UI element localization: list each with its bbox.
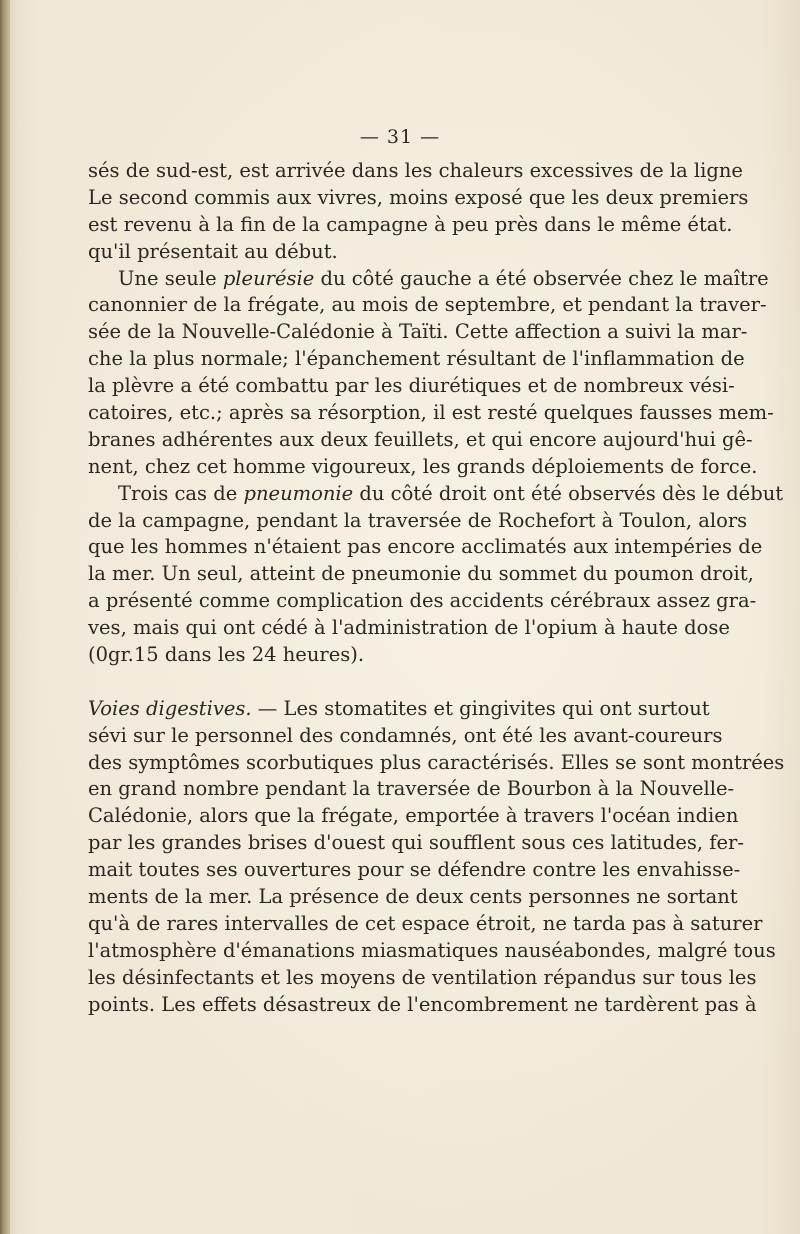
text-line: sée de la Nouvelle-Calédonie à Taïti. Cette affection a suivi la mar- (88, 320, 748, 344)
text-run: Trois cas de (118, 481, 244, 505)
text-line: sés de sud-est, est arrivée dans les chaleurs excessives de la ligne (88, 159, 743, 182)
page-number: — 31 — (359, 126, 441, 148)
text-line: l'atmosphère d'émanations miasmatiques nauséabondes, malgré tous (88, 938, 776, 962)
page-binding-edge (0, 0, 10, 1234)
text-run: du côté droit ont été observés dès le début (353, 481, 784, 505)
text-line: qu'il présentait au début. (88, 239, 338, 263)
text-line: que les hommes n'étaient pas encore acclimatés aux intempéries de (88, 535, 763, 559)
text-line: ments de la mer. La présence de deux cents personnes ne sortant (88, 885, 738, 909)
text-line: ves, mais qui ont cédé à l'administration de l'opium à haute dose (88, 616, 730, 640)
section-heading: Voies digestives. (88, 696, 252, 720)
body-text (88, 158, 785, 1019)
text-run: Une seule (118, 266, 223, 290)
text-line: points. Les effets désastreux de l'encombrement ne tardèrent pas à (88, 992, 757, 1016)
italic-term: pleurésie (222, 266, 315, 290)
italic-term: pneumonie (243, 481, 354, 505)
paragraph (88, 266, 774, 481)
text-line: a présenté comme complication des accidents cérébraux assez gra- (88, 589, 757, 613)
paragraph-gap (88, 669, 686, 696)
text-line: la mer. Un seul, atteint de pneumonie du sommet du poumon droit, (88, 562, 754, 586)
paragraph (88, 158, 749, 266)
text-line: Le second commis aux vivres, moins exposé que les deux premiers (88, 185, 749, 209)
text-line: Calédonie, alors que la frégate, emportée à travers l'océan indien (88, 804, 739, 828)
text-line: che la plus normale; l'épanchement résultant de l'inflammation de (88, 347, 745, 371)
text-run: du côté gauche a été observée chez le maître (314, 266, 769, 290)
text-run: — Les stomatites et gingivites qui ont surtout (251, 696, 710, 720)
text-line: en grand nombre pendant la traversée de Bourbon à la Nouvelle- (88, 777, 735, 801)
text-line: sévi sur le personnel des condamnés, ont été les avant-coureurs (88, 723, 723, 747)
text-line: (0gr.15 dans les 24 heures). (88, 643, 365, 667)
text-line: de la campagne, pendant la traversée de Rochefort à Toulon, alors (88, 508, 748, 532)
text-line: canonnier de la frégate, au mois de septembre, et pendant la traver- (88, 293, 767, 317)
text-line: les désinfectants et les moyens de ventilation répandus sur tous les (88, 965, 757, 989)
text-line: la plèvre a été combattu par les diurétiques et de nombreux vési- (88, 374, 735, 398)
text-line: branes adhérentes aux deux feuillets, et qui encore aujourd'hui gê- (88, 427, 753, 451)
text-line: est revenu à la fin de la campagne à peu près dans le même état. (88, 212, 733, 236)
text-line (88, 696, 710, 723)
text-line: des symptômes scorbutiques plus caractérisés. Elles se sont montrées (88, 750, 785, 774)
paragraph (88, 481, 784, 669)
text-line: mait toutes ses ouvertures pour se défendre contre les envahisse- (88, 858, 741, 882)
text-line (88, 481, 784, 508)
text-line (88, 266, 769, 293)
text-line: par les grandes brises d'ouest qui soufflent sous ces latitudes, fer- (88, 831, 744, 855)
paragraph (88, 696, 785, 1019)
text-line: qu'à de rares intervalles de cet espace étroit, ne tarda pas à saturer (88, 911, 763, 935)
text-line: catoires, etc.; après sa résorption, il est resté quelques fausses mem- (88, 401, 774, 425)
text-line: nent, chez cet homme vigoureux, les grands déploiements de force. (88, 454, 758, 478)
